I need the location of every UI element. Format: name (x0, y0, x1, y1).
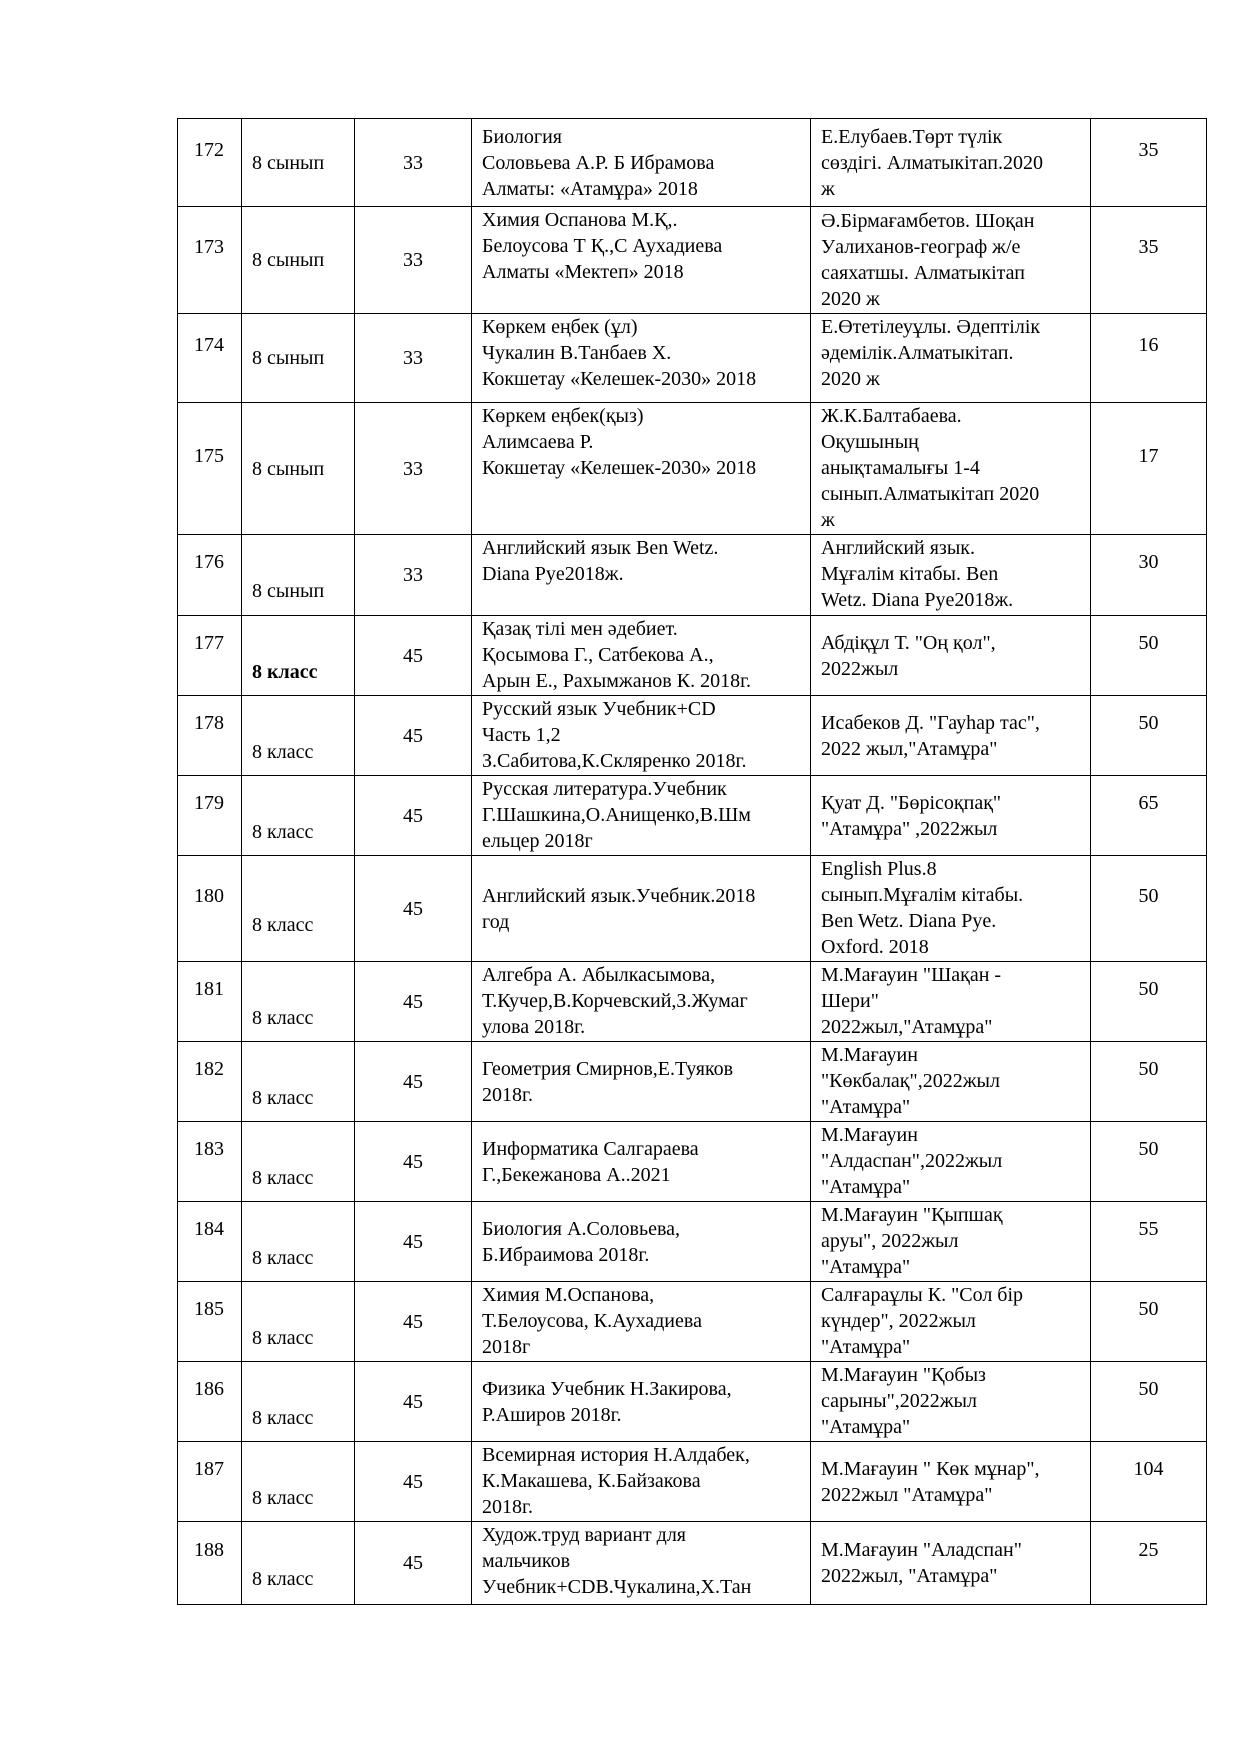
textbook-cell: Английский язык Ben Wetz. Diana Pye2018ж. (482, 537, 719, 585)
row-number: 178 (194, 711, 224, 734)
textbook-cell: Худож.труд вариант для мальчиков Учебник+CDВ.Чукалина,Х.Тан (482, 1524, 752, 1598)
grade-cell: 8 сынып (252, 347, 325, 369)
extra-reading-cell: М.Мағауин "Қыпшақ аруы", 2022жыл "Атамұра" (821, 1204, 1003, 1278)
quantity-cell: 50 (1138, 1137, 1159, 1160)
table-row (178, 207, 1207, 314)
grade-cell: 8 сынып (252, 249, 325, 271)
table-row (178, 1362, 1207, 1442)
row-number: 175 (194, 444, 224, 467)
hours-cell: 45 (403, 1552, 423, 1574)
textbook-cell: Химия М.Оспанова, Т.Белоусова, К.Аухадиева 2018г (482, 1284, 702, 1358)
table-row (178, 1442, 1207, 1522)
quantity-cell: 30 (1138, 551, 1159, 573)
hours-cell: 33 (403, 249, 423, 271)
hours-cell: 45 (403, 804, 423, 827)
table-row (178, 314, 1207, 403)
grade-cell: 8 сынып (252, 151, 325, 174)
row-number: 184 (194, 1217, 224, 1240)
textbook-cell: Физика Учебник Н.Закирова, Р.Аширов 2018г. (482, 1377, 732, 1426)
row-number: 186 (194, 1377, 224, 1400)
table-row (178, 119, 1207, 207)
textbook-cell: Биология Соловьева А.Р. Б Ибрамова Алматы: «Атамұра» 2018 (482, 125, 715, 200)
hours-cell: 45 (403, 1230, 423, 1253)
table-row (178, 696, 1207, 776)
hours-cell: 45 (403, 897, 423, 920)
textbook-cell: Биология А.Соловьева, Б.Ибраимова 2018г. (482, 1217, 681, 1266)
extra-reading-cell: М.Мағауин "Шақан - Шери" 2022жыл,"Атамұра" (821, 964, 1002, 1038)
row-number: 172 (194, 138, 224, 161)
quantity-cell: 65 (1138, 791, 1159, 814)
extra-reading-cell: М.Мағауин "Аладспан" 2022жыл, "Атамұра" (821, 1539, 1022, 1587)
extra-reading-cell: Исабеков Д. "Гауһар тас", 2022 жыл,"Атамұра" (821, 711, 1040, 760)
hours-cell: 45 (403, 644, 423, 667)
extra-reading-cell: Ж.К.Балтабаева. Оқушының анықтамалығы 1-4 сынып.Алматыкітап 2020 ж (821, 405, 1040, 531)
quantity-cell: 50 (1138, 977, 1159, 1000)
extra-reading-cell: М.Мағауин "Алдаспан",2022жыл "Атамұра" (821, 1124, 1003, 1198)
row-number: 179 (194, 791, 224, 814)
table-row (178, 535, 1207, 616)
row-number: 180 (194, 884, 224, 907)
textbook-cell: Көркем еңбек (ұл) Чукалин В.Танбаев Х. Кокшетау «Келешек-2030» 2018 (482, 316, 757, 390)
quantity-cell: 55 (1138, 1217, 1159, 1240)
textbook-cell: Информатика Салгараева Г.,Бекежанова А..2021 (482, 1137, 699, 1186)
grade-cell: 8 класс (252, 1406, 314, 1429)
textbook-cell: Алгебра А. Абылкасымова, Т.Кучер,В.Корчевский,З.Жумаг улова 2018г. (482, 964, 748, 1038)
row-number: 183 (194, 1137, 224, 1160)
extra-reading-cell: М.Мағауин "Қобыз сарыны",2022жыл "Атамұра" (821, 1364, 986, 1438)
quantity-cell: 50 (1138, 1297, 1159, 1320)
row-number: 182 (194, 1057, 224, 1080)
grade-cell: 8 класс (252, 913, 314, 936)
hours-cell: 45 (403, 1310, 423, 1333)
row-number: 181 (194, 977, 224, 1000)
table-row (178, 776, 1207, 856)
quantity-cell: 50 (1138, 884, 1159, 907)
extra-reading-cell: Е.Өтетілеуұлы. Әдептілік әдемілік.Алматыкітап. 2020 ж (821, 316, 1041, 390)
grade-cell: 8 класс (252, 1486, 314, 1509)
table-row (178, 403, 1207, 535)
quantity-cell: 25 (1138, 1539, 1159, 1561)
extra-reading-cell: Английский язык. Мұғалім кітабы. Ben Wetz. Diana Pye2018ж. (821, 537, 1014, 611)
row-number: 174 (194, 334, 224, 356)
table-row (178, 1202, 1207, 1282)
quantity-cell: 17 (1138, 444, 1159, 467)
extra-reading-cell: English Plus.8 сынып.Мұғалім кітабы. Ben Wetz. Diana Pye. Oxford. 2018 (821, 858, 1024, 958)
quantity-cell: 50 (1138, 631, 1159, 654)
quantity-cell: 104 (1133, 1457, 1164, 1480)
table-row (178, 856, 1207, 962)
hours-cell: 45 (403, 1470, 423, 1493)
row-number: 176 (194, 551, 224, 573)
textbook-cell: Английский язык.Учебник.2018 год (482, 884, 756, 933)
row-number: 173 (194, 236, 224, 258)
extra-reading-cell: Е.Елубаев.Төрт түлік сөздігі. Алматыкітап.2020 ж (821, 125, 1043, 200)
table-row (178, 1282, 1207, 1362)
quantity-cell: 35 (1138, 236, 1159, 258)
table-row (178, 1522, 1207, 1605)
row-number: 177 (194, 631, 224, 654)
hours-cell: 33 (403, 457, 423, 480)
extra-reading-cell: Салғараұлы К. "Сол бір күндер", 2022жыл "Атамұра" (821, 1284, 1024, 1358)
hours-cell: 45 (403, 724, 423, 747)
extra-reading-cell: М.Мағауин "Көкбалақ",2022жыл "Атамұра" (821, 1044, 1000, 1118)
quantity-cell: 35 (1138, 138, 1159, 161)
hours-cell: 45 (403, 990, 423, 1013)
textbook-cell: Русская литература.Учебник Г.Шашкина,О.Анищенко,В.Шм ельцер 2018г (482, 778, 751, 852)
textbook-cell: Қазақ тілі мен әдебиет. Қосымова Г., Сатбекова А., Арын Е., Рахымжанов К. 2018г. (482, 618, 752, 692)
row-number: 188 (194, 1539, 224, 1561)
extra-reading-cell: Ә.Бірмағамбетов. Шоқан Уалиханов-географ ж/е саяхатшы. Алматыкітап 2020 ж (821, 210, 1035, 310)
textbook-cell: Русский язык Учебник+CD Часть 1,2 З.Сабитова,К.Скляренко 2018г. (482, 698, 747, 772)
extra-reading-cell: М.Мағауин " Көк мұнар", 2022жыл "Атамұра" (821, 1457, 1040, 1506)
grade-cell: 8 класс (252, 660, 318, 683)
grade-cell: 8 класс (252, 1086, 314, 1109)
textbook-table (177, 118, 1207, 1605)
extra-reading-cell: Абдіқұл Т. "Оң қол", 2022жыл (821, 631, 996, 680)
grade-cell: 8 класс (252, 1568, 314, 1590)
quantity-cell: 50 (1138, 1057, 1159, 1080)
quantity-cell: 16 (1138, 334, 1159, 356)
grade-cell: 8 класс (252, 1326, 314, 1349)
grade-cell: 8 сынып (252, 580, 325, 602)
table-row (178, 962, 1207, 1042)
table-row (178, 616, 1207, 696)
hours-cell: 45 (403, 1390, 423, 1413)
textbook-cell: Көркем еңбек(қыз) Алимсаева Р. Кокшетау «Келешек-2030» 2018 (482, 405, 757, 479)
grade-cell: 8 класс (252, 1166, 314, 1189)
quantity-cell: 50 (1138, 711, 1159, 734)
textbook-cell: Всемирная история Н.Алдабек, К.Макашева, К.Байзакова 2018г. (482, 1444, 750, 1518)
hours-cell: 33 (403, 347, 423, 369)
grade-cell: 8 класс (252, 740, 314, 763)
grade-cell: 8 сынып (252, 457, 325, 480)
extra-reading-cell: Қуат Д. "Бөрісоқпақ" "Атамұра" ,2022жыл (821, 791, 1002, 840)
textbook-cell: Химия Оспанова М.Қ,. Белоусова Т Қ.,С Аухадиева Алматы «Мектеп» 2018 (482, 209, 723, 283)
textbook-cell: Геометрия Смирнов,Е.Туяков 2018г. (482, 1057, 734, 1106)
hours-cell: 45 (403, 1070, 423, 1093)
grade-cell: 8 класс (252, 1246, 314, 1269)
row-number: 187 (194, 1457, 224, 1480)
quantity-cell: 50 (1138, 1377, 1159, 1400)
grade-cell: 8 класс (252, 820, 314, 843)
row-number: 185 (194, 1297, 224, 1320)
table-row (178, 1122, 1207, 1202)
table-row (178, 1042, 1207, 1122)
hours-cell: 33 (403, 564, 423, 586)
hours-cell: 33 (403, 151, 423, 174)
hours-cell: 45 (403, 1150, 423, 1173)
grade-cell: 8 класс (252, 1006, 314, 1029)
